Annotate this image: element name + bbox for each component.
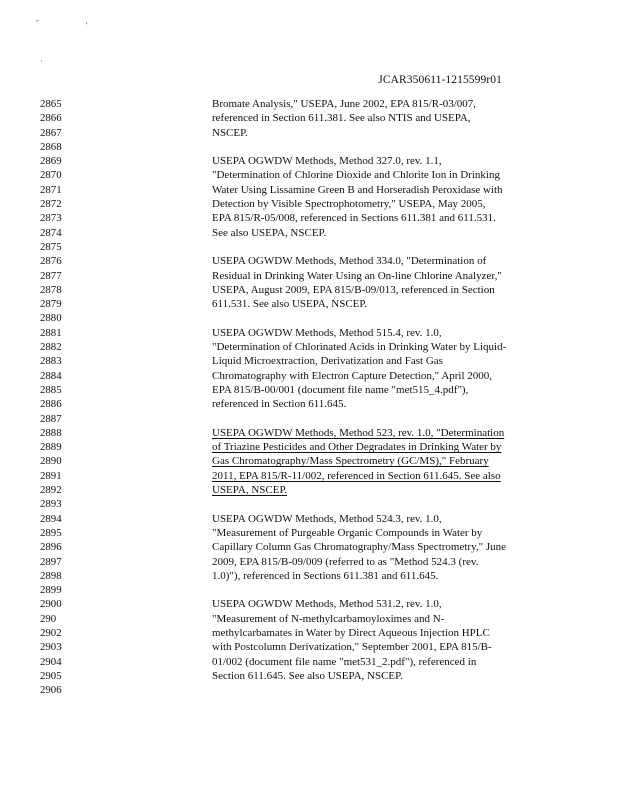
line-number: 2883 [40,355,62,368]
blank-line [212,240,542,254]
text-line: "Measurement of Purgeable Organic Compounds in Water by [212,526,483,539]
text-line: of Triazine Pesticides and Other Degradates in Drinking Water by [212,441,502,454]
blank-line [212,683,542,697]
text-line: Bromate Analysis," USEPA, June 2002, EPA 815/R-03/007, [212,98,477,110]
text-line: USEPA OGWDW Methods, Method 334.0, "Determination of [212,255,487,268]
text-line: "Determination of Chlorine Dioxide and Chlorite Ion in Drinking [212,169,500,182]
blank-line [212,311,542,325]
speck: ' [86,21,88,30]
line-number: 2902 [40,626,62,639]
line-number: 2898 [40,569,62,582]
text-column [212,97,542,697]
blank-line [212,140,542,154]
text-line: Liquid Microextraction, Derivatization and Fast Gas [212,355,443,368]
speck: · [40,57,43,66]
line-number: 2903 [40,641,62,654]
line-number: 2880 [40,312,62,325]
line-number: 2876 [40,255,62,268]
line-number: 2900 [40,598,62,611]
line-number: 2887 [40,412,62,425]
line-number: 2868 [40,140,62,153]
text-line: USEPA OGWDW Methods, Method 515.4, rev. 1.0, [212,326,442,339]
line-number: 2881 [40,326,62,339]
text-line: NSCEP. [212,126,248,139]
line-number: 2892 [40,484,62,497]
speck: - [36,16,39,25]
line-number: 2890 [40,455,62,468]
line-number: 2877 [40,269,62,282]
text-line: USEPA OGWDW Methods, Method 524.3, rev. 1.0, [212,512,442,525]
text-line: Gas Chromatography/Mass Spectrometry (GC/MS)," February [212,455,489,468]
text-line: "Determination of Chlorinated Acids in Drinking Water by Liquid- [212,341,507,354]
line-number: 2882 [40,341,62,354]
line-number-column [40,97,100,697]
text-line: EPA 815/R-05/008, referenced in Sections 611.381 and 611.531. [212,212,496,225]
line-number: 2869 [40,155,62,168]
text-line: Residual in Drinking Water Using an On-line Chlorine Analyzer," [212,269,502,282]
text-line: See also USEPA, NSCEP. [212,226,327,239]
line-number: 2878 [40,283,62,296]
line-number: 2885 [40,383,62,396]
text-line: "Measurement of N-methylcarbamoyloximes and N- [212,612,445,625]
line-number: 2905 [40,669,62,682]
text-line: 01/002 (document file name "met531_2.pdf"), referenced in [212,655,477,668]
text-line: USEPA, August 2009, EPA 815/B-09/013, referenced in Section [212,283,495,296]
text-line: USEPA OGWDW Methods, Method 523, rev. 1.0, "Determination [212,426,505,439]
line-number: 2893 [40,498,62,511]
line-number: 2865 [40,98,62,110]
text-line: Detection by Visible Spectrophotometry," USEPA, May 2005, [212,198,486,211]
line-number: 2874 [40,226,62,239]
text-line: USEPA, NSCEP. [212,484,288,497]
text-line: 1.0)"), referenced in Sections 611.381 and 611.645. [212,569,439,582]
line-number: 2875 [40,240,62,253]
line-number: 2870 [40,169,62,182]
blank-line [212,497,542,511]
line-number: 2872 [40,198,62,211]
text-line: EPA 815/B-00/001 (document file name "met515_4.pdf"), [212,383,469,396]
line-number: 2895 [40,526,62,539]
text-line: USEPA OGWDW Methods, Method 327.0, rev. 1.1, [212,155,442,168]
blank-line [212,583,542,597]
line-number: 2871 [40,183,62,196]
line-number: 2894 [40,512,62,525]
line-number: 2884 [40,369,62,382]
line-number: 2873 [40,212,62,225]
text-line: USEPA OGWDW Methods, Method 531.2, rev. 1.0, [212,598,442,611]
text-line: Chromatography with Electron Capture Detection," April 2000, [212,369,493,382]
text-line: referenced in Section 611.381. See also NTIS and USEPA, [212,112,471,125]
line-number: 2879 [40,298,62,311]
line-number: 2886 [40,398,62,411]
line-number: 2866 [40,112,62,125]
text-line: 611.531. See also USEPA, NSCEP. [212,298,368,311]
text-line: referenced in Section 611.645. [212,398,347,411]
line-number: 2899 [40,584,62,597]
blank-line [212,412,542,426]
text-line: Section 611.645. See also USEPA, NSCEP. [212,669,403,682]
line-number: 2897 [40,555,62,568]
text-line: methylcarbamates in Water by Direct Aqueous Injection HPLC [212,626,490,639]
document-id: JCAR350611-1215599r01 [378,74,502,86]
line-number: 2867 [40,126,62,139]
line-number: 2888 [40,426,62,439]
line-number: 2906 [40,684,62,697]
text-line: Water Using Lissamine Green B and Horseradish Peroxidase with [212,183,503,196]
line-number: 2889 [40,441,62,454]
line-number: 2891 [40,469,62,482]
line-number: 290 [40,612,57,625]
line-number: 2896 [40,541,62,554]
text-line: with Postcolumn Derivatization," September 2001, EPA 815/B- [212,641,492,654]
text-line: Capillary Column Gas Chromatography/Mass Spectrometry," June [212,541,507,554]
text-line: 2011, EPA 815/R-11/002, referenced in Section 611.645. See also [212,469,501,482]
text-line: 2009, EPA 815/B-09/009 (referred to as "Method 524.3 (rev. [212,555,479,568]
line-number: 2904 [40,655,62,668]
